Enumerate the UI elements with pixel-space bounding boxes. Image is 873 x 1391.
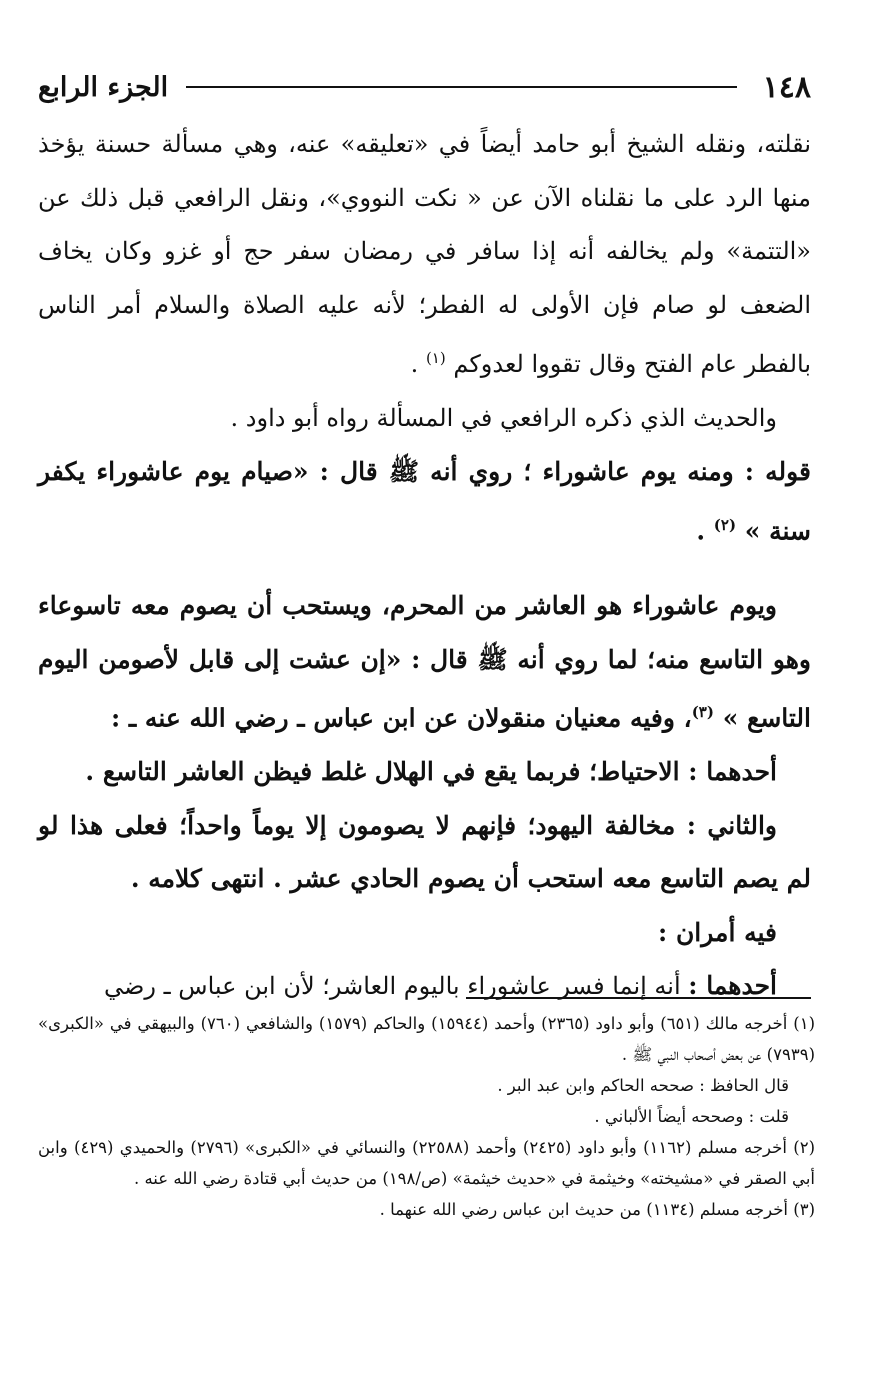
- footnote-ref-2[interactable]: (٢): [713, 515, 737, 534]
- footnote-1-note-b: قلت : وصححه أيضاً الألباني .: [594, 1107, 789, 1126]
- part-title: الجزء الرابع: [38, 71, 169, 103]
- paragraph-1-end: .: [410, 350, 426, 378]
- paragraph-3-text: قوله : ومنه يوم عاشوراء ؛ روي أنه ﷺ قال : «صيام يوم عاشوراء يكفر سنة »: [38, 457, 811, 545]
- paragraph-4-text: ويوم عاشوراء هو العاشر من المحرم، ويستحب أن يصوم معه تاسوعاء وهو التاسع منه؛ لما روي أنه ﷺ قال : «إن عشت إلى قابل لأصومن اليوم التاسع »: [38, 591, 811, 733]
- header-rule: [186, 86, 736, 88]
- paragraph-4: [38, 579, 811, 745]
- paragraph-2: والحديث الذي ذكره الرافعي في المسألة رواه أبو داود .: [230, 403, 777, 432]
- paragraph-8: [38, 959, 811, 1014]
- footnote-ref-1[interactable]: (١): [425, 349, 446, 367]
- footnote-2: (٢) أخرجه مسلم (١١٦٢) وأبو داود (٢٤٢٥) وأحمد (٢٢٥٨٨) والنسائي في «الكبرى» (٢٧٩٦) والحميدي (٤٢٩) وابن أبي الصقر في «مشيخته» وخيثمة في «حديث خيثمة» (ص/١٩٨) من حديث أبي قتادة رضي الله عنه .: [38, 1138, 815, 1188]
- footnote-separator: [466, 997, 811, 999]
- paragraph-6: والثاني : مخالفة اليهود؛ فإنهم لا يصومون إلا يوماً واحداً؛ فعلى هذا لو لم يصم التاسع معه استحب أن يصوم الحادي عشر . انتهى كلامه .: [38, 810, 811, 894]
- page-number: ١٤٨: [762, 69, 811, 105]
- paragraph-8-lead: أحدهما :: [688, 971, 777, 1001]
- paragraph-3-end: .: [696, 515, 714, 545]
- running-header: [38, 62, 811, 112]
- main-text: [38, 118, 811, 1014]
- paragraph-8-text: أنه إنما فسر عاشوراء باليوم العاشر؛ لأن ابن عباس ـ رضي: [104, 972, 689, 1001]
- footnote-3: (٣) أخرجه مسلم (١١٣٤) من حديث ابن عباس رضي الله عنهما .: [379, 1200, 815, 1219]
- paragraph-1-text: نقلته، ونقله الشيخ أبو حامد أيضاً في «تعليقه» عنه، وهي مسألة حسنة يؤخذ منها الرد على ما نقلناه الآن عن « نكت النووي»، ونقل الرافعي قبل ذلك عن «التتمة» ولم يخالفه أنه إذا سافر في رمضان سفر حج أو غزو وكان يخاف الضعف لو صام فإن الأولى له الفطر؛ لأنه عليه الصلاة والسلام أمر الناس بالفطر عام الفتح وقال تقووا لعدوكم: [38, 130, 811, 378]
- footnote-1-note-a: قال الحافظ : صححه الحاكم وابن عبد البر .: [497, 1076, 789, 1095]
- footnote-1: (١) أخرجه مالك (٦٥١) وأبو داود (٢٣٦٥) وأحمد (١٥٩٤٤) والحاكم (١٥٧٩) والشافعي (٧٦٠) والبيهقي في «الكبرى» (٧٩٣٩) عن بعض أصحاب النبي ﷺ .: [38, 1014, 816, 1064]
- footnote-ref-3[interactable]: (٣): [691, 703, 714, 722]
- paragraph-3: [38, 445, 811, 557]
- footnotes: [38, 1008, 815, 1225]
- paragraph-5: أحدهما : الاحتياط؛ فربما يقع في الهلال غلط فيظن العاشر التاسع .: [85, 757, 777, 787]
- paragraph-7: فيه أمران :: [658, 917, 777, 947]
- paragraph-4-end: ، وفيه معنيان منقولان عن ابن عباس ـ رضي الله عنه ـ :: [110, 703, 692, 733]
- paragraph-1: [38, 118, 811, 392]
